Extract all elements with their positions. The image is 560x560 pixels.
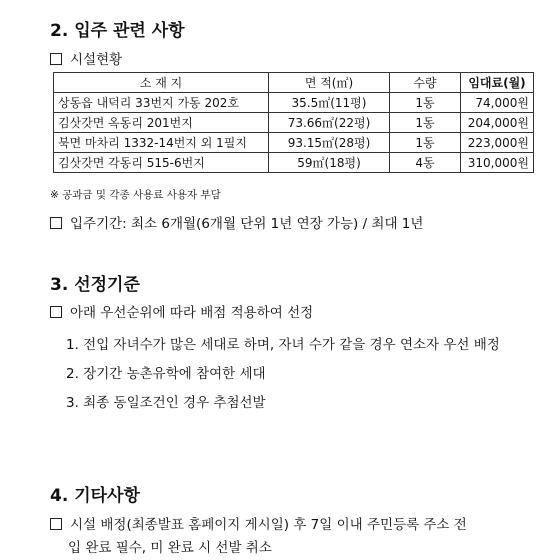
selection-intro-text: 아래 우선순위에 따라 배점 적용하여 선정: [70, 305, 314, 321]
list-item: 3. 최종 동일조건인 경우 추첨선발: [66, 395, 266, 411]
header-rent: 임대료(월): [461, 73, 534, 93]
section-2-title: 2. 입주 관련 사항: [50, 21, 185, 41]
list-item: 1. 전입 자녀수가 많은 세대로 하며, 자녀 수가 같을 경우 연소자 우선 배정: [66, 337, 500, 353]
cell-location: 상동읍 내덕리 33번지 가동 202호: [54, 93, 269, 113]
cell-area: 73.66㎡(22평): [269, 113, 390, 133]
cell-location: 북면 마차리 1332-14번지 외 1필지: [54, 133, 269, 153]
cell-area: 59㎡(18평): [269, 153, 390, 173]
cell-rent: 223,000원: [461, 133, 534, 153]
facility-table: [53, 72, 534, 173]
utilities-note: ※ 공과금 및 각종 사용료 사용자 부담: [50, 189, 221, 201]
facility-subheading: [50, 48, 122, 68]
table-row: [54, 113, 534, 133]
cell-qty: 1동: [390, 113, 461, 133]
checkbox-square-icon: [50, 53, 62, 65]
checkbox-square-icon: [50, 518, 62, 530]
cell-rent: 74,000원: [461, 93, 534, 113]
occupancy-period-text: 입주기간: 최소 6개월(6개월 단위 1년 연장 가능) / 최대 1년: [70, 216, 424, 232]
table-header-row: [54, 73, 534, 93]
section-3-title: 3. 선정기준: [50, 275, 140, 295]
misc-line-2: 입 완료 필수, 미 완료 시 선발 취소: [68, 540, 272, 556]
table-row: [54, 153, 534, 173]
cell-rent: 310,000원: [461, 153, 534, 173]
table-row: [54, 133, 534, 153]
cell-location: 김삿갓면 옥동리 201번지: [54, 113, 269, 133]
checkbox-square-icon: [50, 217, 62, 229]
header-area: 면 적(㎡): [269, 73, 390, 93]
cell-location: 김삿갓면 각동리 515-6번지: [54, 153, 269, 173]
facility-subheading-label: 시설현황: [70, 52, 123, 68]
cell-area: 35.5㎡(11평): [269, 93, 390, 113]
table-row: [54, 93, 534, 113]
header-location: 소 재 지: [54, 73, 269, 93]
selection-intro: [50, 301, 313, 321]
occupancy-period: [50, 212, 423, 232]
cell-rent: 204,000원: [461, 113, 534, 133]
section-4-title: 4. 기타사항: [50, 486, 140, 506]
checkbox-square-icon: [50, 306, 62, 318]
cell-qty: 4동: [390, 153, 461, 173]
misc-line-1: [50, 513, 467, 533]
header-qty: 수량: [390, 73, 461, 93]
cell-qty: 1동: [390, 133, 461, 153]
list-item: 2. 장기간 농촌유학에 참여한 세대: [66, 366, 266, 382]
misc-line-1-text: 시설 배정(최종발표 홈페이지 게시일) 후 7일 이내 주민등록 주소 전: [70, 517, 467, 533]
cell-area: 93.15㎡(28평): [269, 133, 390, 153]
cell-qty: 1동: [390, 93, 461, 113]
